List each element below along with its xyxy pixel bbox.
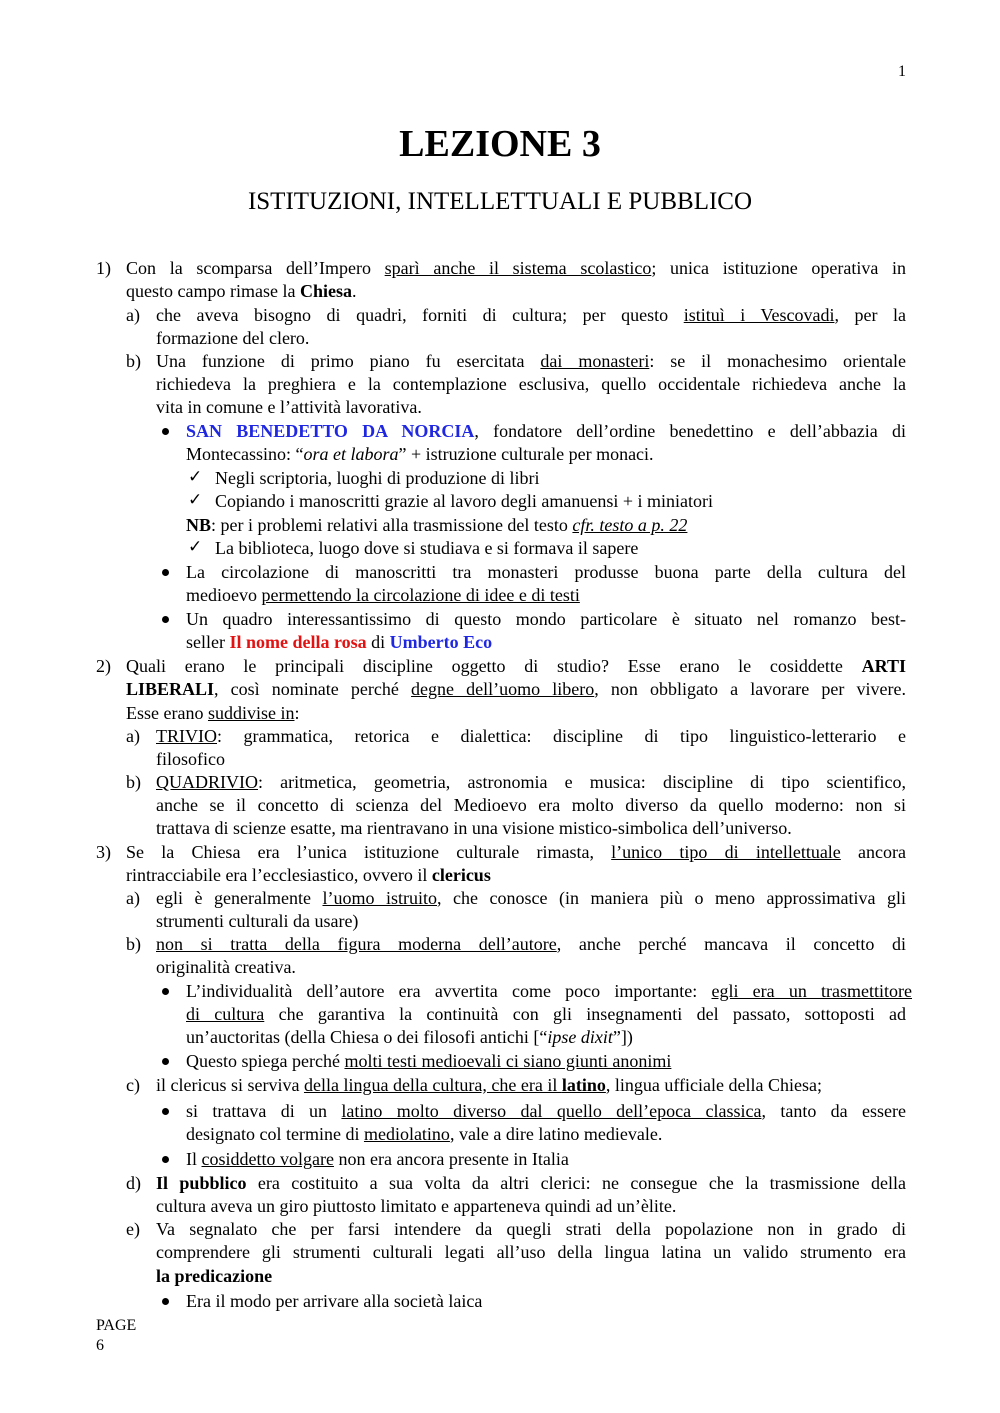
paragraph-line: filosofico [156,749,225,769]
paragraph-line: si trattava di un latino molto diverso dal quello dell’epoca classica, tanto da essere [186,1101,906,1121]
paragraph-line: Una funzione di primo piano fu esercitata dai monasteri: se il monachesimo orientale [156,351,906,371]
paragraph-line: Quali erano le principali discipline oggetto di studio? Esse erano le cosiddette ARTI [126,656,906,676]
paragraph-line: Va segnalato che per farsi intendere da quegli strati della popolazione non in grado di [156,1219,906,1239]
item-label: b) [126,772,141,792]
paragraph-line: formazione del clero. [156,328,310,348]
paragraph-line: vita in comune e l’attività lavorativa. [156,397,422,417]
paragraph-line: seller Il nome della rosa di Umberto Eco [186,632,493,652]
paragraph-line: un’auctoritas (della Chiesa o dei filosofi antichi [“ipse dixit”]) [186,1027,633,1047]
page-number: 1 [898,63,906,80]
item-label: a) [126,726,140,746]
bullet-icon [162,1298,169,1305]
paragraph-line: Un quadro interessantissimo di questo mondo particolare è situato nel romanzo best- [186,609,906,629]
paragraph-line: la predicazione [156,1266,273,1286]
paragraph-line: originalità creativa. [156,957,296,977]
paragraph-line: Questo spiega perché molti testi medioevali ci siano giunti anonimi [186,1051,672,1071]
item-label: e) [126,1219,140,1239]
paragraph-line: egli è generalmente l’uomo istruito, che conosce (in maniera più o meno approssimativa gli [156,888,906,908]
bullet-icon [162,428,169,435]
section-number: 3) [96,842,111,862]
paragraph-line: LIBERALI, così nominate perché degne dell’uomo libero, non obbligato a lavorare per vivere. [126,679,906,699]
item-label: b) [126,351,141,371]
item-label: d) [126,1173,141,1193]
paragraph-line: Era il modo per arrivare alla società laica [186,1291,483,1311]
bullet-icon [162,569,169,576]
paragraph-line: trattava di scienze esatte, ma rientravano in una visione mistico-simbolica dell’universo. [156,818,792,838]
paragraph-line: QUADRIVIO: aritmetica, geometria, astronomia e musica: discipline di tipo scientifico, [156,772,906,792]
section-number: 1) [96,258,111,278]
page-subtitle: ISTITUZIONI, INTELLETTUALI E PUBBLICO [247,188,753,215]
bullet-icon [162,616,169,623]
paragraph-line: non si tratta della figura moderna dell’autore, anche perché mancava il concetto di [156,934,906,954]
footer-page-number: 6 [96,1337,104,1354]
checkmark-icon: ✓ [188,537,203,557]
paragraph-line: comprendere gli strumenti culturali legati all’uso della lingua latina un valido strumento era [156,1242,906,1262]
item-label: b) [126,934,141,954]
paragraph-line: anche se il concetto di scienza del Medioevo era molto diverso da quello moderno: non si [156,795,906,815]
paragraph-line: L’individualità dell’autore era avvertita come poco importante: egli era un trasmettitore [186,981,912,1001]
paragraph-line: Negli scriptoria, luoghi di produzione di libri [215,468,540,488]
paragraph-line: Il cosiddetto volgare non era ancora presente in Italia [186,1149,569,1169]
paragraph-line: questo campo rimase la Chiesa. [126,281,357,301]
paragraph-line: Copiando i manoscritti grazie al lavoro degli amanuensi + i miniatori [215,491,714,511]
paragraph-line: di cultura che garantiva la continuità con gli insegnamenti del passato, sottoposti ad [186,1004,906,1024]
bullet-icon [162,1058,169,1065]
paragraph-line: Esse erano suddivise in: [126,703,300,723]
paragraph-line: designato col termine di mediolatino, vale a dire latino medievale. [186,1124,663,1144]
paragraph-line: medioevo permettendo la circolazione di idee e di testi [186,585,580,605]
paragraph-line: NB: per i problemi relativi alla trasmissione del testo cfr. testo a p. 22 [186,515,688,535]
paragraph-line: SAN BENEDETTO DA NORCIA, fondatore dell’ordine benedettino e dell’abbazia di [186,421,906,441]
paragraph-line: cultura aveva un giro piuttosto limitato e apparteneva quindi ad un’èlite. [156,1196,677,1216]
paragraph-line: strumenti culturali da usare) [156,911,359,931]
bullet-icon [162,1156,169,1163]
checkmark-icon: ✓ [188,490,203,510]
page-title: LEZIONE 3 [399,123,601,165]
item-label: a) [126,305,140,325]
paragraph-line: il clericus si serviva della lingua della cultura, che era il latino, lingua ufficiale della Chiesa; [156,1075,822,1095]
paragraph-line: Con la scomparsa dell’Impero sparì anche il sistema scolastico; unica istituzione operativa in [126,258,907,278]
bullet-icon [162,988,169,995]
paragraph-line: che aveva bisogno di quadri, forniti di cultura; per questo istituì i Vescovadi, per la [156,305,906,325]
paragraph-line: richiedeva la preghiera e la contemplazione esclusiva, quello occidentale richiedeva anche la [156,374,906,394]
paragraph-line: Il pubblico era costituito a sua volta da altri clerici: ne consegue che la trasmissione della [156,1173,906,1193]
bullet-icon [162,1108,169,1115]
page-footer [96,1316,136,1356]
item-label: a) [126,888,140,908]
item-label: c) [126,1075,140,1095]
footer-label: PAGE [96,1317,137,1334]
section-number: 2) [96,656,111,676]
paragraph-line: Montecassino: “ora et labora” + istruzione culturale per monaci. [186,444,654,464]
paragraph-line: TRIVIO: grammatica, retorica e dialettica: discipline di tipo linguistico-letterario e [156,726,906,746]
checkmark-icon: ✓ [188,467,203,487]
paragraph-line: La circolazione di manoscritti tra monasteri produsse buona parte della cultura del [186,562,906,582]
paragraph-line: rintracciabile era l’ecclesiastico, ovvero il clericus [126,865,491,885]
paragraph-line: La biblioteca, luogo dove si studiava e si formava il sapere [215,538,639,558]
paragraph-line: Se la Chiesa era l’unica istituzione culturale rimasta, l’unico tipo di intellettuale ancora [126,842,906,862]
